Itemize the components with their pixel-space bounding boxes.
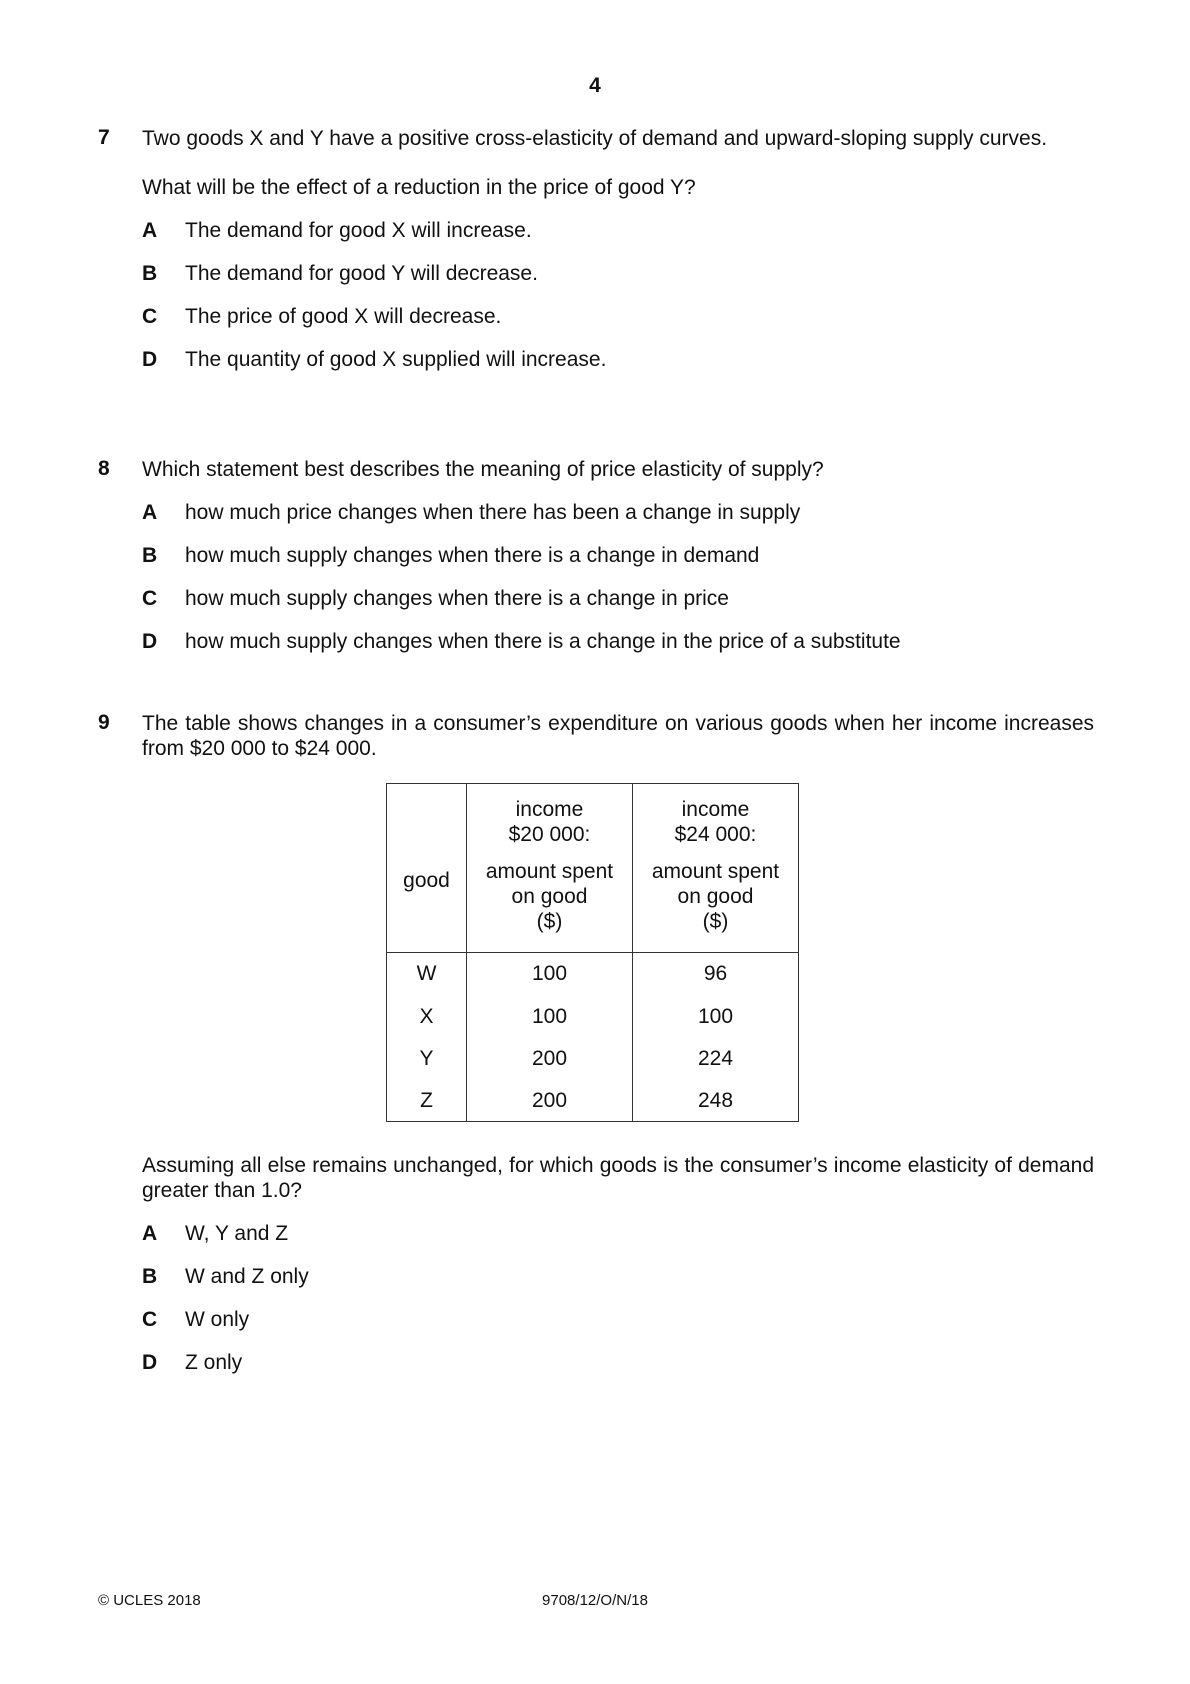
option-text: The price of good X will decrease. bbox=[185, 305, 502, 328]
header-income-20000 bbox=[467, 784, 633, 953]
page-number: 4 bbox=[589, 74, 601, 97]
option-d bbox=[142, 1350, 1094, 1375]
option-d bbox=[142, 629, 1094, 654]
footer-copyright: © UCLES 2018 bbox=[98, 1592, 201, 1609]
question-prompt: Assuming all else remains unchanged, for which goods is the consumer’s income elasticity of demand greater than 1.0? bbox=[142, 1154, 1094, 1202]
table-row bbox=[387, 1037, 799, 1079]
option-a bbox=[142, 1221, 1094, 1246]
header-line: $24 000: bbox=[674, 823, 757, 846]
option-letter: C bbox=[142, 587, 158, 610]
option-d bbox=[142, 347, 1094, 372]
option-letter: B bbox=[142, 1265, 158, 1288]
option-b bbox=[142, 1264, 1094, 1289]
option-letter: C bbox=[142, 305, 158, 328]
option-letter: B bbox=[142, 262, 158, 285]
answer-options bbox=[142, 1221, 1094, 1375]
option-letter: B bbox=[142, 544, 158, 567]
cell-good: Y bbox=[387, 1037, 467, 1079]
header-line: amount spent bbox=[651, 860, 780, 883]
header-income-24000 bbox=[633, 784, 799, 953]
answer-options bbox=[142, 218, 1094, 372]
cell-income2: 224 bbox=[633, 1037, 799, 1079]
option-letter: C bbox=[142, 1308, 158, 1331]
option-text: how much price changes when there has been a change in supply bbox=[185, 501, 801, 524]
footer-paper-code: 9708/12/O/N/18 bbox=[542, 1592, 648, 1609]
option-text: The quantity of good X supplied will increase. bbox=[185, 348, 607, 371]
question-number: 9 bbox=[98, 711, 110, 734]
expenditure-table bbox=[386, 783, 799, 1122]
question-7 bbox=[98, 126, 1094, 390]
question-number: 8 bbox=[98, 457, 110, 480]
option-text: The demand for good X will increase. bbox=[185, 219, 532, 242]
question-stem: Which statement best describes the meaning of price elasticity of supply? bbox=[142, 458, 824, 481]
option-a bbox=[142, 500, 1094, 525]
option-letter: A bbox=[142, 219, 158, 242]
option-letter: D bbox=[142, 348, 158, 371]
option-b bbox=[142, 543, 1094, 568]
question-stem: The table shows changes in a consumer’s expenditure on various goods when her income increases from $20 000 to $24 000. bbox=[142, 712, 1094, 760]
cell-good: Z bbox=[387, 1079, 467, 1122]
table-row bbox=[387, 995, 799, 1037]
question-number: 7 bbox=[98, 126, 110, 149]
option-c bbox=[142, 304, 1094, 329]
option-text: how much supply changes when there is a change in price bbox=[185, 587, 729, 610]
table-row bbox=[387, 953, 799, 996]
option-letter: A bbox=[142, 501, 158, 524]
question-9 bbox=[98, 711, 1094, 761]
table-header-row bbox=[387, 784, 799, 953]
cell-income1: 200 bbox=[467, 1079, 633, 1122]
option-letter: D bbox=[142, 1351, 158, 1374]
header-line: on good bbox=[511, 885, 588, 908]
header-line: amount spent bbox=[485, 860, 614, 883]
option-letter: A bbox=[142, 1222, 158, 1245]
header-line: $20 000: bbox=[508, 823, 591, 846]
header-line: income bbox=[681, 798, 750, 821]
option-text: how much supply changes when there is a change in the price of a substitute bbox=[185, 630, 901, 653]
cell-income1: 100 bbox=[467, 995, 633, 1037]
option-letter: D bbox=[142, 630, 158, 653]
question-prompt: What will be the effect of a reduction in the price of good Y? bbox=[142, 176, 696, 199]
option-c bbox=[142, 1307, 1094, 1332]
header-good: good bbox=[387, 784, 467, 953]
cell-good: X bbox=[387, 995, 467, 1037]
option-text: W, Y and Z bbox=[185, 1222, 289, 1245]
option-text: W and Z only bbox=[185, 1265, 309, 1288]
question-9-prompt bbox=[98, 1153, 1094, 1393]
header-line: on good bbox=[677, 885, 754, 908]
option-text: W only bbox=[185, 1308, 250, 1331]
table-row bbox=[387, 1079, 799, 1122]
answer-options bbox=[142, 500, 1094, 654]
option-a bbox=[142, 218, 1094, 243]
header-line: income bbox=[515, 798, 584, 821]
cell-good: W bbox=[387, 953, 467, 996]
question-8 bbox=[98, 457, 1094, 672]
question-stem: Two goods X and Y have a positive cross-elasticity of demand and upward-sloping supply curves. bbox=[142, 127, 1048, 150]
option-text: The demand for good Y will decrease. bbox=[185, 262, 538, 285]
option-b bbox=[142, 261, 1094, 286]
cell-income2: 248 bbox=[633, 1079, 799, 1122]
option-text: how much supply changes when there is a change in demand bbox=[185, 544, 760, 567]
cell-income1: 200 bbox=[467, 1037, 633, 1079]
header-line: ($) bbox=[702, 910, 729, 933]
option-text: Z only bbox=[185, 1351, 243, 1374]
cell-income1: 100 bbox=[467, 953, 633, 996]
header-line: ($) bbox=[536, 910, 563, 933]
cell-income2: 96 bbox=[633, 953, 799, 996]
cell-income2: 100 bbox=[633, 995, 799, 1037]
option-c bbox=[142, 586, 1094, 611]
